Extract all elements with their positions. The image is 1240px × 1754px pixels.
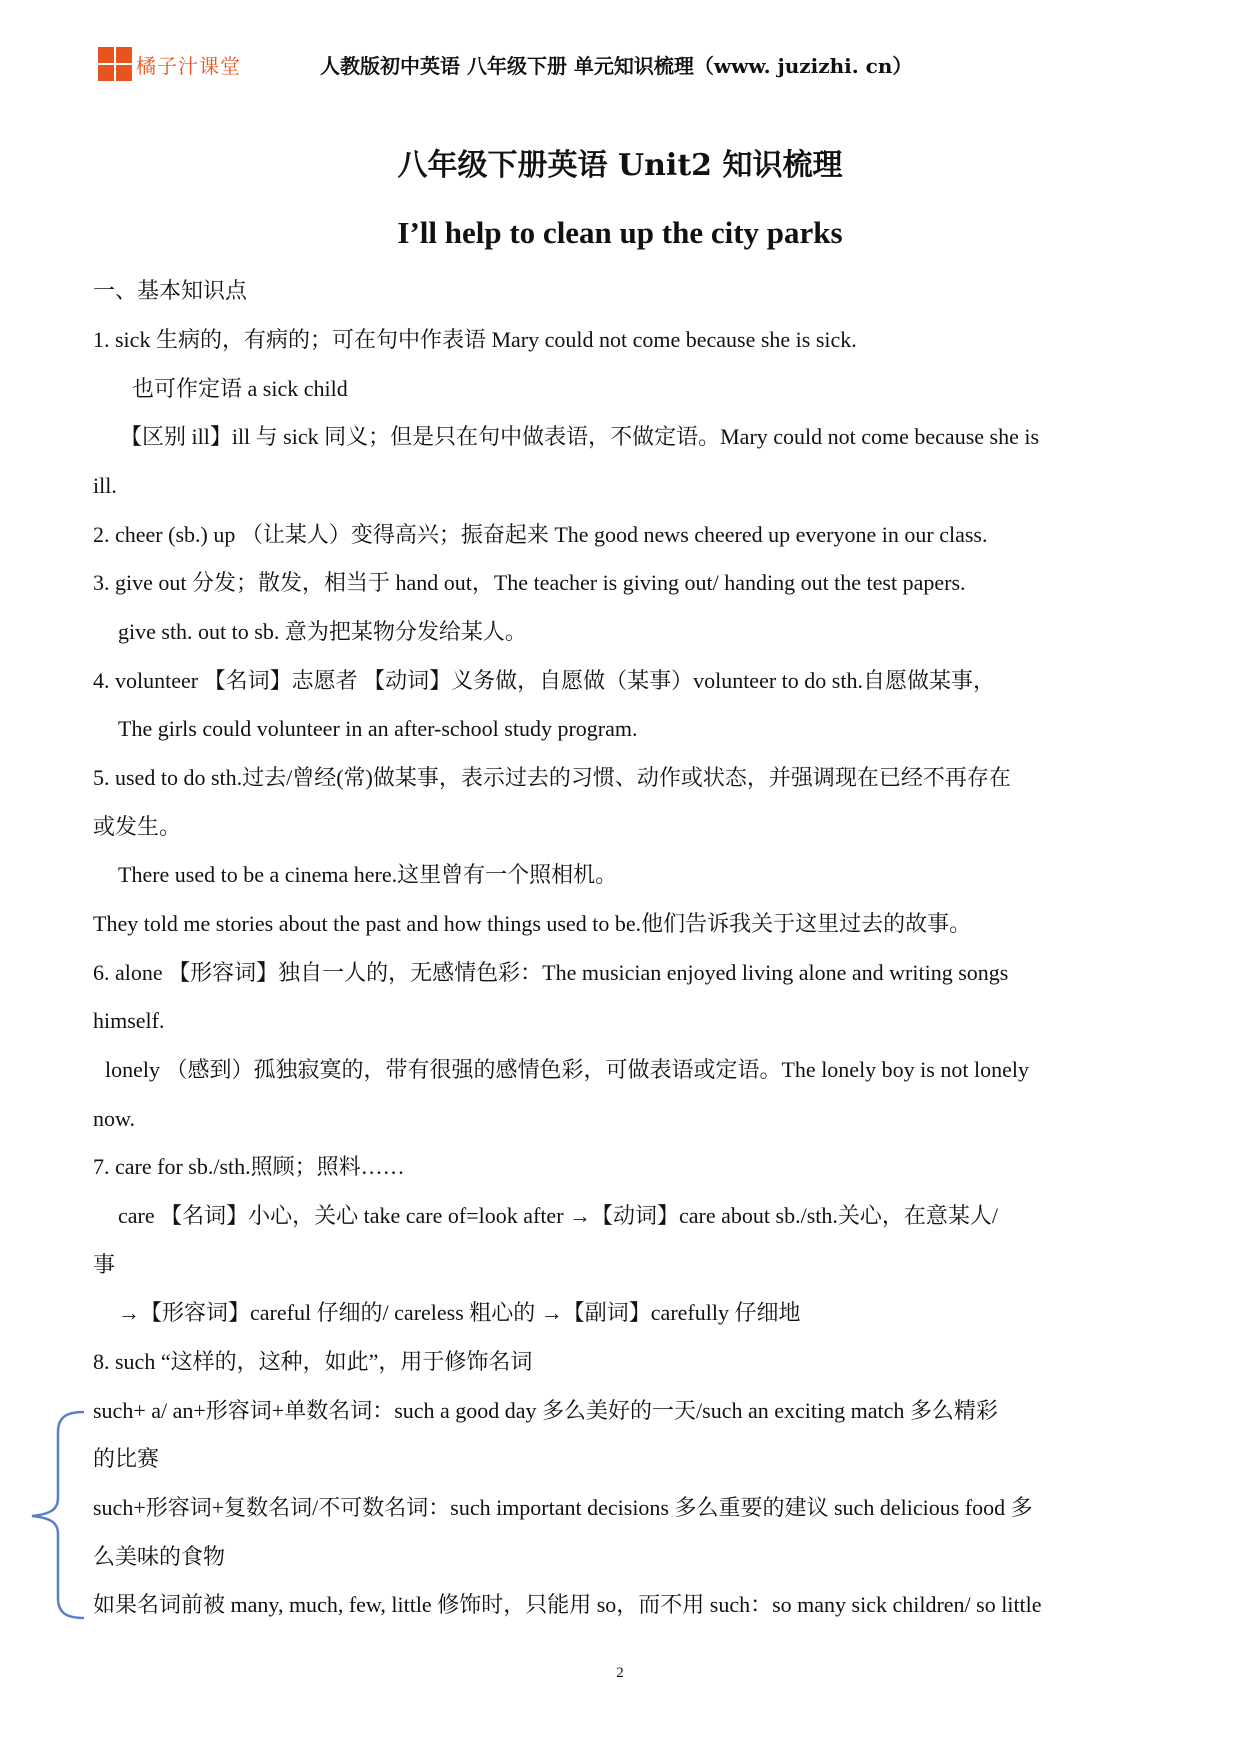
page-header — [0, 0, 1240, 100]
header-title: 人教版初中英语 八年级下册 单元知识梳理（www. juzizhi. cn） — [320, 54, 913, 78]
text-line: The girls could volunteer in an after-school study program. — [118, 716, 638, 741]
text-line: ill. — [93, 473, 117, 498]
logo-text: 橘子汁课堂 — [136, 54, 241, 78]
text-line: care 【名词】小心，关心 take care of=look after →【动词】care about sb./sth.关心，在意某人/ — [118, 1203, 998, 1228]
text-line: give sth. out to sb. 意为把某物分发给某人。 — [118, 619, 527, 644]
text-line: 的比赛 — [93, 1446, 160, 1471]
text-line: himself. — [93, 1008, 165, 1033]
document-title-cn: 八年级下册英语 Unit2 知识梳理 — [397, 148, 843, 183]
text-line: 4. volunteer 【名词】志愿者 【动词】义务做，自愿做（某事）volunteer to do sth.自愿做某事， — [93, 668, 995, 693]
text-line: 也可作定语 a sick child — [132, 376, 348, 401]
page-number: 2 — [616, 1665, 624, 1681]
text-line: →【形容词】careful 仔细的/ careless 粗心的 →【副词】carefully 仔细地 — [118, 1300, 801, 1325]
text-line: 8. such “这样的，这种，如此”，用于修饰名词 — [93, 1349, 533, 1374]
text-line: lonely （感到）孤独寂寞的，带有很强的感情色彩，可做表语或定语。The lonely boy is not lonely — [105, 1057, 1029, 1082]
document-title-en: I’ll help to clean up the city parks — [397, 215, 843, 250]
text-line: 3. give out 分发；散发，相当于 hand out，The teacher is giving out/ handing out the test papers. — [93, 570, 966, 595]
section-heading: 一、基本知识点 — [93, 278, 248, 303]
text-line: 7. care for sb./sth.照顾；照料…… — [93, 1154, 405, 1179]
text-line: such+形容词+复数名词/不可数名词：such important decisions 多么重要的建议 such delicious food 多 — [93, 1495, 1033, 1520]
text-line: 5. used to do sth.过去/曾经(常)做某事，表示过去的习惯、动作或状态，并强调现在已经不再存在 — [93, 765, 1011, 790]
text-line: 2. cheer (sb.) up （让某人）变得高兴；振奋起来 The good news cheered up everyone in our class. — [93, 522, 988, 547]
text-line: 6. alone 【形容词】独自一人的，无感情色彩：The musician enjoyed living alone and writing songs — [93, 960, 1009, 985]
text-line: 么美味的食物 — [93, 1544, 226, 1569]
text-line: now. — [93, 1106, 135, 1131]
text-line: 或发生。 — [93, 814, 182, 839]
text-line: There used to be a cinema here.这里曾有一个照相机。 — [118, 862, 618, 887]
text-line: They told me stories about the past and how things used to be.他们告诉我关于这里过去的故事。 — [93, 911, 972, 936]
text-line: such+ a/ an+形容词+单数名词：such a good day 多么美好的一天/such an exciting match 多么精彩 — [93, 1398, 998, 1423]
text-line: 【区别 ill】ill 与 sick 同义；但是只在句中做表语，不做定语。Mary could not come because she is — [120, 424, 1040, 449]
curly-brace-icon — [28, 1410, 88, 1620]
text-line: 如果名词前被 many, much, few, little 修饰时，只能用 so，而不用 such：so many sick children/ so little — [93, 1592, 1042, 1617]
text-line: 1. sick 生病的，有病的；可在句中作表语 Mary could not come because she is sick. — [93, 327, 857, 352]
text-line: 事 — [93, 1252, 116, 1277]
logo-icon — [98, 47, 134, 83]
